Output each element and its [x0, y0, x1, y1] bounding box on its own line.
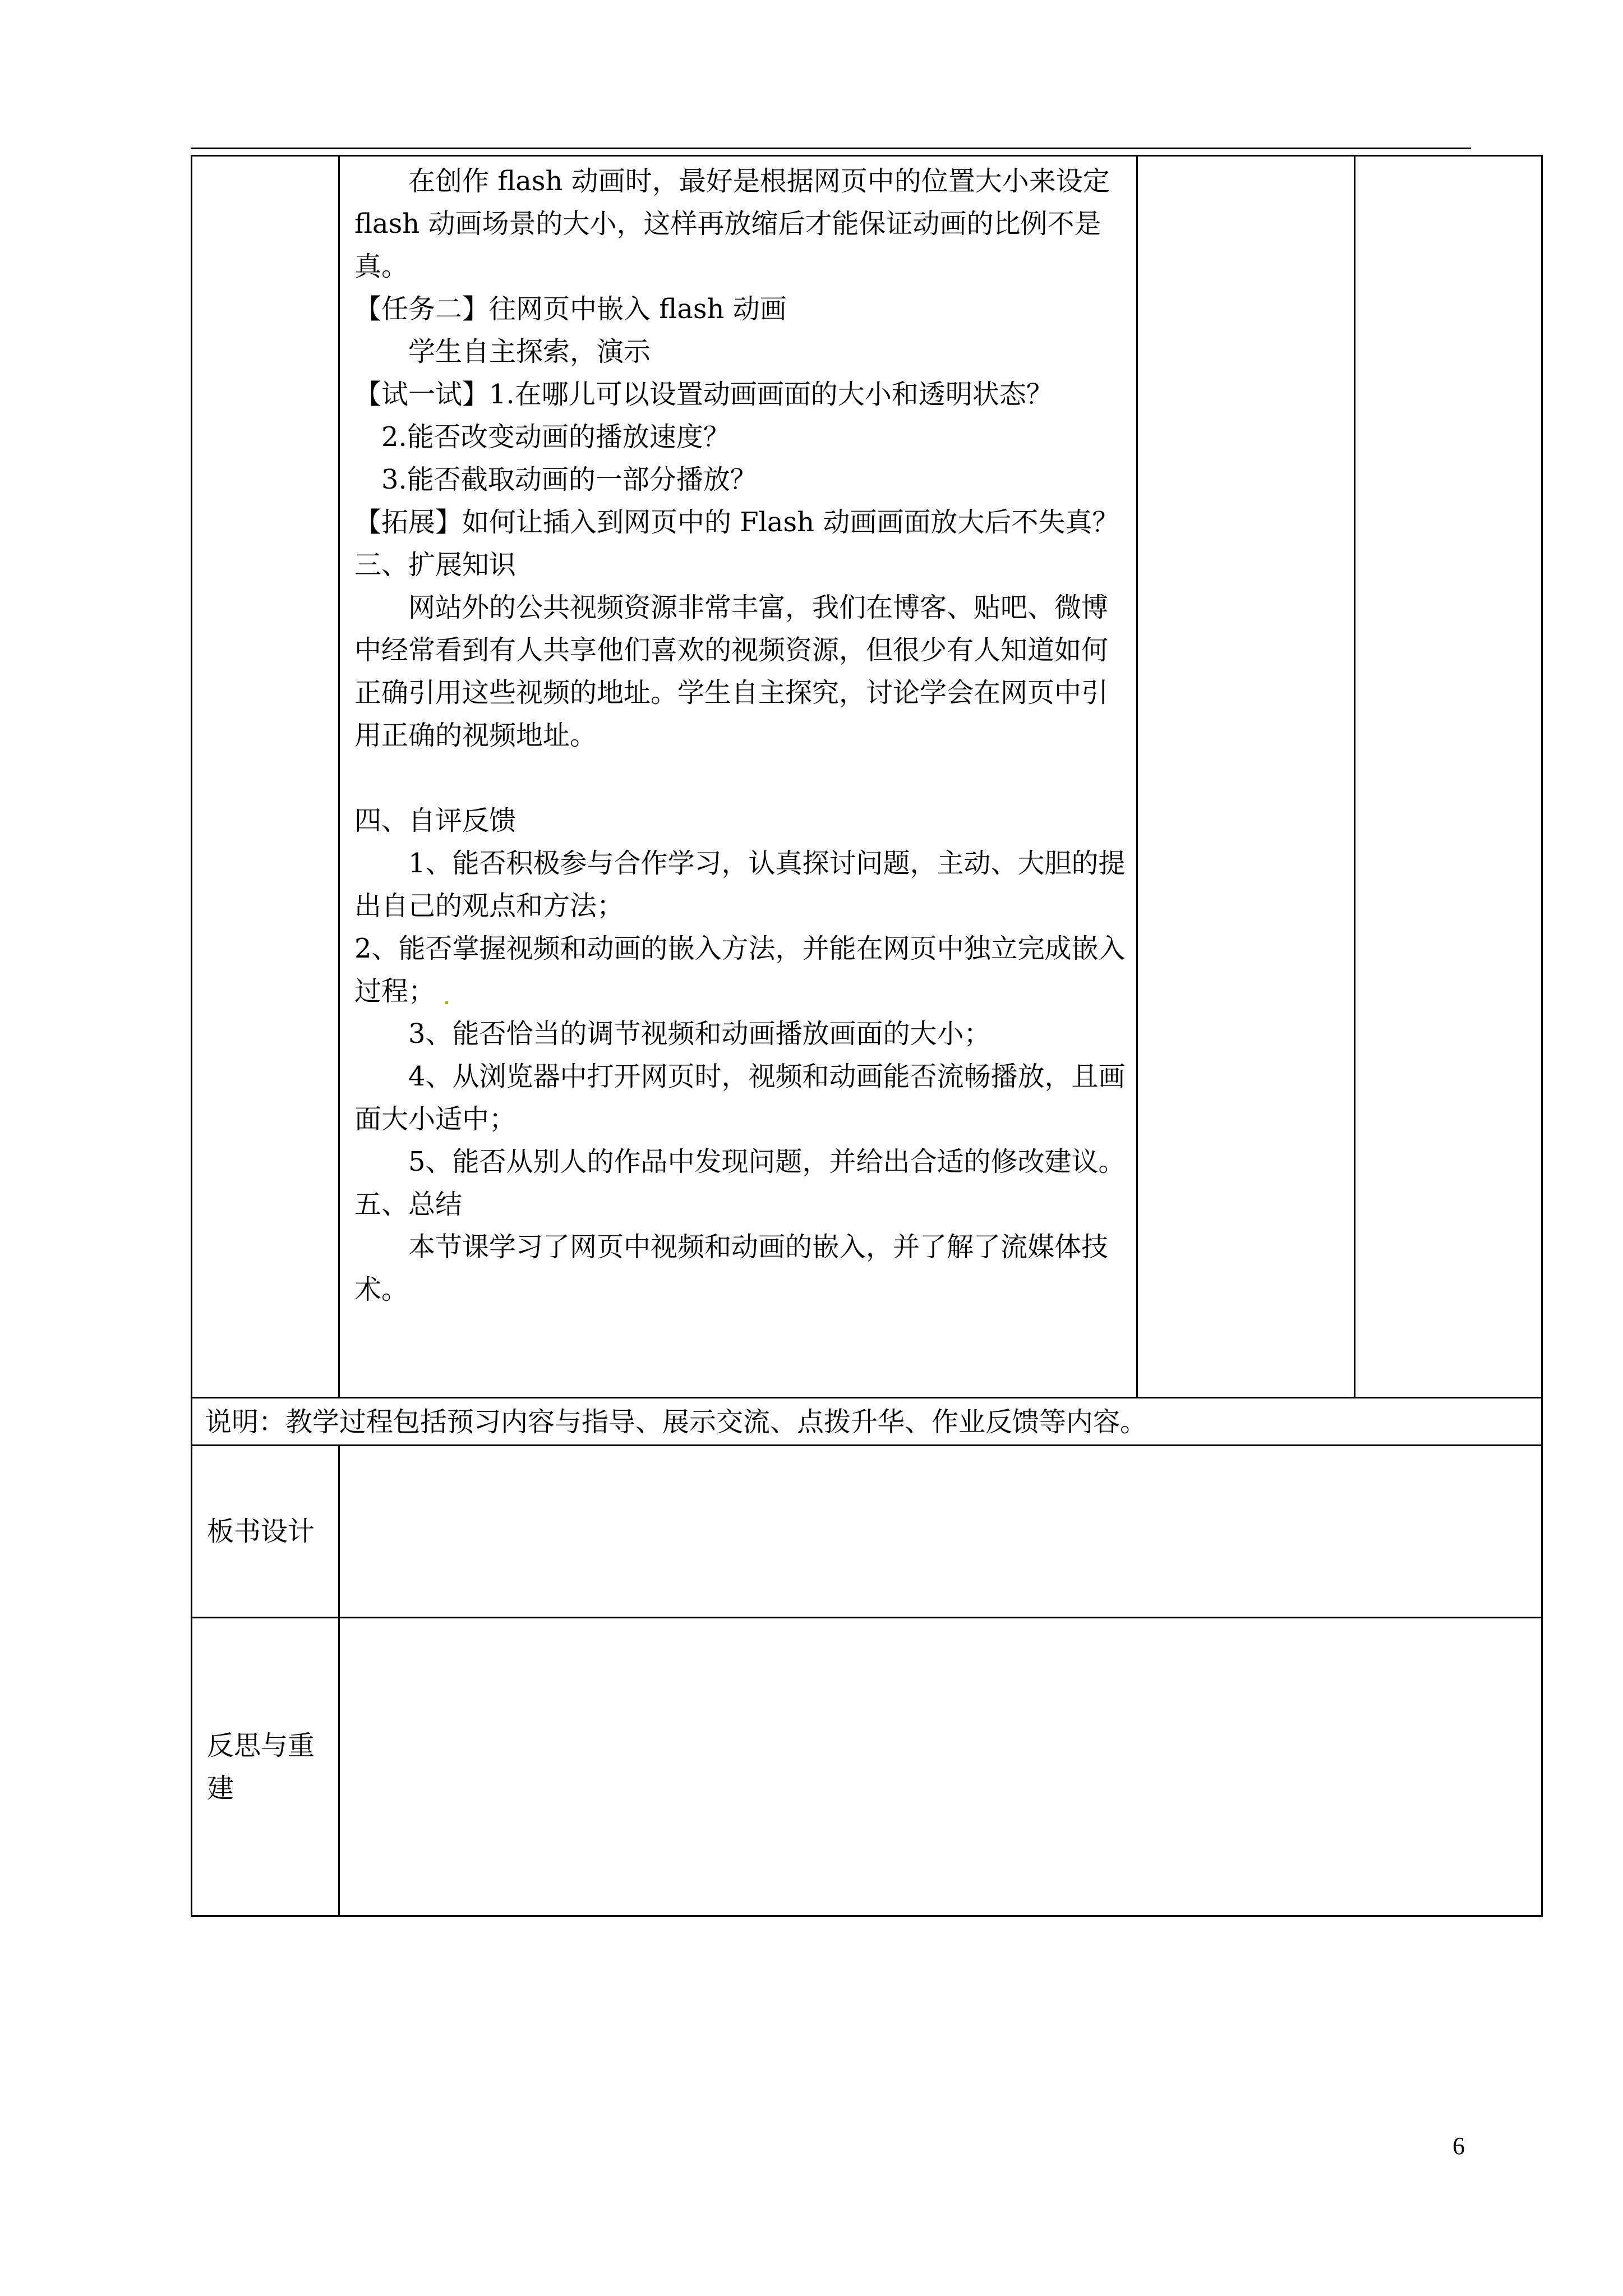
process-paragraph: 2、能否掌握视频和动画的嵌入方法，并能在网页中独立完成嵌入过程；: [354, 933, 1126, 1007]
process-paragraph: 【任务二】往网页中嵌入 flash 动画: [354, 293, 787, 325]
process-paragraph: 2.能否改变动画的播放速度？: [381, 421, 730, 453]
process-intent-cell: [1355, 156, 1542, 1398]
reflection-label-line-1: 反思与重: [207, 1729, 315, 1761]
process-content: [354, 160, 1128, 1311]
lesson-plan-table: [191, 155, 1543, 1917]
process-paragraph: 3.能否截取动画的一部分播放？: [381, 464, 757, 495]
process-row: [192, 156, 1542, 1398]
board-design-label-cell: [192, 1446, 339, 1618]
process-paragraph: 三、扩展知识: [354, 549, 517, 581]
process-paragraph: 3、能否恰当的调节视频和动画播放画面的大小；: [408, 1018, 991, 1050]
reflection-row: [192, 1618, 1542, 1916]
process-paragraph: 四、自评反馈: [354, 805, 517, 836]
header-rule: [191, 148, 1471, 149]
note-text: 说明：教学过程包括预习内容与指导、展示交流、点拨升华、作业反馈等内容。: [205, 1406, 1147, 1438]
process-paragraph: 【拓展】如何让插入到网页中的 Flash 动画画面放大后不失真？: [354, 507, 1119, 538]
process-paragraph: 4、从浏览器中打开网页时，视频和动画能否流畅播放，且画面大小适中；: [354, 1061, 1126, 1135]
reflection-label-cell: [192, 1618, 339, 1916]
stray-mark: [435, 970, 458, 1013]
process-paragraph: 学生自主探索，演示: [408, 336, 651, 367]
process-student-cell: [1137, 156, 1355, 1398]
process-paragraph: 【试一试】1.在哪儿可以设置动画画面的大小和透明状态？: [354, 379, 1053, 410]
note-row: [192, 1398, 1542, 1446]
page-number: 6: [1453, 2132, 1465, 2160]
process-paragraph: 网站外的公共视频资源非常丰富，我们在博客、贴吧、微博中经常看到有人共享他们喜欢的视频资源，但很少有人知道如何正确引用这些视频的地址。学生自主探究，讨论学会在网页中引用正确的视频地址。: [354, 592, 1109, 751]
note-cell: [192, 1398, 1542, 1446]
process-paragraph: 本节课学习了网页中视频和动画的嵌入，并了解了流媒体技术。: [354, 1231, 1109, 1305]
process-paragraph: 在创作 flash 动画时，最好是根据网页中的位置大小来设定 flash 动画场景的大小，这样再放缩后才能保证动画的比例不是真。: [354, 165, 1110, 282]
reflection-content-cell: [339, 1618, 1542, 1916]
board-design-row: [192, 1446, 1542, 1618]
blank-line: [354, 757, 1128, 799]
process-label-cell: [192, 156, 339, 1398]
process-paragraph: 五、总结: [354, 1189, 463, 1220]
board-design-content-cell: [339, 1446, 1542, 1618]
process-paragraph: 1、能否积极参与合作学习，认真探讨问题，主动、大胆的提出自己的观点和方法；: [354, 848, 1126, 922]
process-paragraph: 5、能否从别人的作品中发现问题，并给出合适的修改建议。: [408, 1146, 1126, 1177]
board-design-label: 板书设计: [207, 1516, 315, 1547]
process-content-cell: [339, 156, 1137, 1398]
reflection-label-line-2: 建: [207, 1772, 234, 1804]
